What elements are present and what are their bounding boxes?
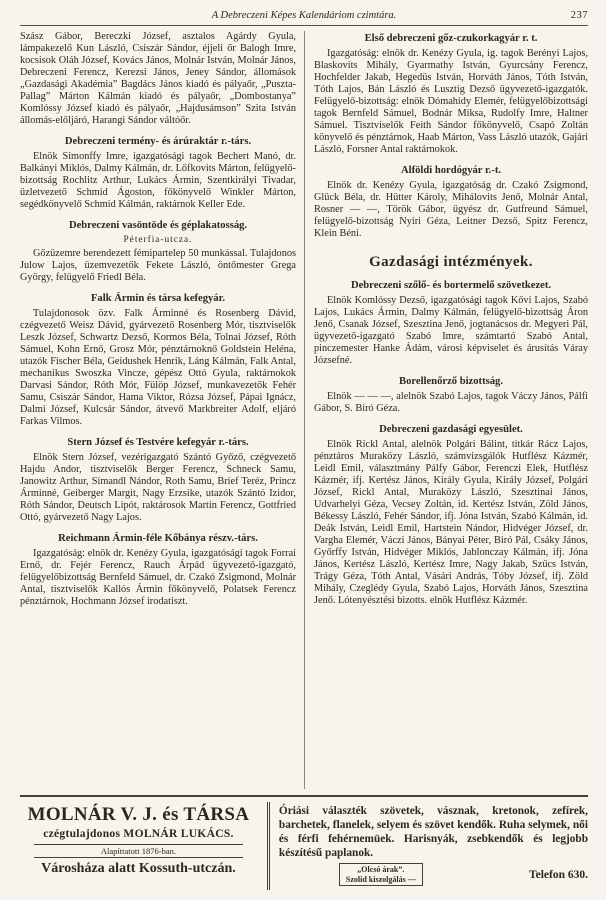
entry-body: Elnök Simonffy Imre, igazgatósági tagok Bechert Manó, dr. Balkányi Miklós, Dalmy Kálmán, dr. Lőfkovits Márton, felügyelő-bizottság Rochlitz Arthur, Lukács Ármin, Szentkirályi Tivadar, üzletvezető Schmid Ágoston, főkönyvelő Winkler Márton, segédkönyvelő Schmid Kálmán, raktárnok Keller Ede. [20, 151, 296, 210]
chapter-heading: Gazdasági intézmények. [369, 254, 533, 270]
ad-left-block [20, 802, 270, 890]
ad-address-line: Városháza alatt Kossuth-utczán. [41, 861, 236, 876]
entry-subheading: Péterfia-utcza. [123, 235, 193, 245]
ad-prices-line2: Szolid kiszolgálás — [345, 874, 416, 884]
entry-body: Elnök Komlóssy Dezső, igazgatósági tagok Kővi Lajos, Szabó Lajos, Lukács Ármin, Dalmy Kálmán, felügyelő-bizottság Áron Jenő, Csanak József, Szesztina Jenő, jogtanácsos dr. Megyeri Pál, ügyvezető-igazgató Szabó Imre, számtartó Szabó Antal, pinczemester Hanke Ádám, városi képviselet és árusítás Váray Józsefné. [314, 295, 588, 366]
left-column [20, 31, 304, 789]
entry-vasontode [20, 220, 296, 284]
ad-owner-line: czégtulajdonos MOLNÁR LUKÁCS. [43, 828, 234, 840]
entry-heading: Falk Ármin és társa kefegyár. [90, 293, 226, 304]
entry-reichmann-kobanya [20, 533, 296, 608]
entry-heading: Debreczeni termény- és árúraktár r.-társ. [64, 136, 252, 147]
entry-heading: Debreczeni vasöntöde és géplakatosság. [68, 220, 248, 231]
entry-heading: Első debreczeni gőz-czukorkagyár r. t. [364, 33, 538, 44]
entry-falk-kefegyar [20, 293, 296, 428]
ad-company-name: MOLNÁR V. J. és TÁRSA [27, 804, 250, 825]
right-column [304, 31, 588, 789]
entry-stern-kefegyar [20, 437, 296, 524]
entry-body: Igazgatóság: elnök dr. Kenézy Gyula, ig. tagok Berényi Lajos, Blaskovits Mihály, Gyarmathy István, Gyurcsány Ferencz, Hochfelder Jakab, Hegedüs István, Horváth János, Tóth István, Tóth Lajos, Bán László és Lusztig Dezső ügyvezető-igazgatók. Felügyelő-bizottság: elnök Dómahidy Elemér, felügyelőbizottsági tagok Bernfeld Sámuel, Bodnár Miksa, Rudolfy Imre, Haltner Sámuel. Tisztviselők Feith Sándor főkönyvelő, Csapó Zoltán könyvelő és pénztárnok, Haab Márton, Vass László utazók, Gajári László, Forsner Antal raktárnokok. [314, 48, 588, 155]
ad-telephone: Telefon 630. [528, 868, 588, 881]
entry-body: Igazgatóság: elnök dr. Kenézy Gyula, igazgatósági tagok Forrai Ernő, dr. Fejér Ferencz, Rauch Árpád ügyvezető-igazgató, felügyelőbizottság Bernfeld Sámuel, dr. Czakó Zsigmond, Molnár Antal, tisztviselők Kallós Ármin főkönyvelő, Polatsek Ferencz pénztárnok, Hochmann József irodatiszt. [20, 548, 296, 607]
two-column-layout [20, 26, 588, 789]
entry-bortermelo-szovetkezet [314, 280, 588, 367]
entry-heading: Borellenőrző bizottság. [399, 376, 503, 387]
entry-heading: Reichmann Ármin-féle Kőbánya részv.-társ. [58, 533, 258, 544]
entry-heading: Debreczeni szőlő- és bortermelő szövetkezet. [350, 280, 552, 291]
entry-termeny-aruraktar [20, 136, 296, 211]
entry-body: Elnök — — —, alelnök Szabó Lajos, tagok Váczy János, Pálfi Gábor, S. Biró Géza. [314, 391, 588, 414]
entry-heading: Alföldi hordógyár r.-t. [400, 165, 502, 176]
advertisement-molnar [20, 795, 588, 890]
entry-czukorkagyar [314, 33, 588, 156]
ad-prices-box [339, 863, 423, 886]
page-number: 237 [570, 10, 588, 21]
entry-gazdasagi-egyesulet [314, 424, 588, 607]
page-header [20, 8, 588, 26]
entry-heading: Stern József és Testvére kefegyár r.-társ. [67, 437, 249, 448]
continuation-paragraph: Szász Gábor, Bereczki József, asztalos Agárdy Gyula, lámpakezelő Kun László, Csiszár Sándor, éjjeli őr Balogh Imre, kocsisok Oláh József, Kovács János, Molnár István, Molnár János, Debreczeni Ferencz, Kerezsi János, Jeney Sándor, állomások „Gazdasági Akadémia” Bagdács János kiadó és pályaőr, „Puszta-Pallag” Márton Kálmán kiadó és pályaőr, „Dombostanya” Komlóssy József kiadó és pályaőr, „Hajdusámson” Szita István állomás-előljáró, Harangi Sándor váltóőr. [20, 31, 296, 126]
ad-bottom-row [279, 863, 588, 886]
entry-body: Tulajdonosok özv. Falk Árminné és Rosenberg Dávid, czégvezető Weisz Dávid, gyárvezető Rosenberg Mór, tisztviselők Leszk József, Schwartz Dezső, Kormos Béla, Tolnai József, Róth Sámuel, Kohn Ernő, Grosz Mór, pénztárnoknő Goldstein Heléna, utazók Fischer Béla, Geidushek Henrik, Láng Kálmán, Falk Antal, mechanikus Swoszka Vincze, gépész Ottó Gyula, raktárnokok Darvasi Sándor, Róth Mór, Fülöp József, munkavezetők Fehér Samu, Csiszár Sándor, Hama Viktor, Rózsa József, Pápai Ignácz, Dalmi József, Kulcsár Sándor, átvevő Markbreiter Adolf, eljáró Farkas Vilmos. [20, 308, 296, 427]
running-title: A Debreczeni Képes Kalendáriom czimtára. [211, 10, 397, 21]
entry-hordogyar [314, 165, 588, 240]
ad-founded-line: Alapíttatott 1876-ban. [34, 844, 243, 858]
entry-body: Elnök Stern József, vezérigazgató Szántó Győző, czégvezető Hajdu Andor, tisztviselők Berger Ferencz, Schneck Samu, Janowitz Arthur, Simandl Nándor, Roth Samu, Brief Teréz, Princz Árminné, Geiberger Margit, Nagy Erzsike, utazók Szántó Izidor, Róth Sándor, Deutsch Lipót, raktárosok Martin Ferencz, Gottfried Ottó, gyárvezető Nagy Lajos. [20, 452, 296, 523]
entry-body: Elnök Rickl Antal, alelnök Polgári Bálint, titkár Rácz Lajos, pénztáros Muraközy László, számvizsgálók Hutflész Kázmér, Leidl Emil, választmány Pálfy Gábor, Ferenczi Elek, Hutflész Kázmér, ifj. Kertész János, Király Gyula, Király József, Polgári József, Rickl Antal, Muraközy László, Szesztinai János, Udvarhelyi Géza, Vecsey Zoltán, id. Kertész István, Zöld János, Békessy László, Fehér Sándor, ifj. Jóna István, Szabó Kálmán, id. Deák István, Leidl Emil, Hartstein Nándor, Hidvéger József, dr. Vargha Elemér, Váczi János, Bányai Péter, Biró Pál, Csáky János, Győrffy István, Hidvéger Miklós, Jablonczay Kálmán, ifj. Jóna János, Kertész László, Kertész Imre, Nagy Jakab, Szűcs István, Trágy Géza, Tóth Antal, Vásári András, Tóby József, ifj. Zöld Mihály, Czeglédy Gyula, Szabó Lajos, Horváth János, Szesztina Jenő. Lótenyésztési bizotts. elnök Hutflész Kázmér. [314, 439, 588, 606]
entry-heading: Debreczeni gazdasági egyesület. [379, 424, 523, 435]
entry-body: Elnök dr. Kenézy Gyula, igazgatóság dr. Czakó Zsigmond, Glück Béla, dr. Hütter Károly, Mihálovits Jenő, Molnár Antal, Rosner — —, Török Gábor, ügyész dr. Gutfreund Sámuel, felügyelő-bizottság Nyiri Géza, Leitner Dezső, Spitz Ferencz, Klein Béni. [314, 180, 588, 239]
ad-right-block [270, 802, 588, 890]
ad-body-text: Óriási választék szövetek, vásznak, kretonok, zefírek, barchetek, flanelek, selyem és szövet kendők. Ruha selymek, női és férfi fehérnemüek. Harisnyák, zsebkendők és legjobb készítésű paplanok. [278, 805, 588, 859]
ad-prices-line1: „Olcsó árak”. [357, 865, 405, 874]
entry-body: Gőzüzemre berendezett fémipartelep 50 munkással. Tulajdonos Julow Lajos, üzemvezetők Fekete László, öntőmester Grega György, felügyelő Friedl Béla. [20, 248, 296, 283]
entry-borellenorzo-bizottsag [314, 376, 588, 415]
